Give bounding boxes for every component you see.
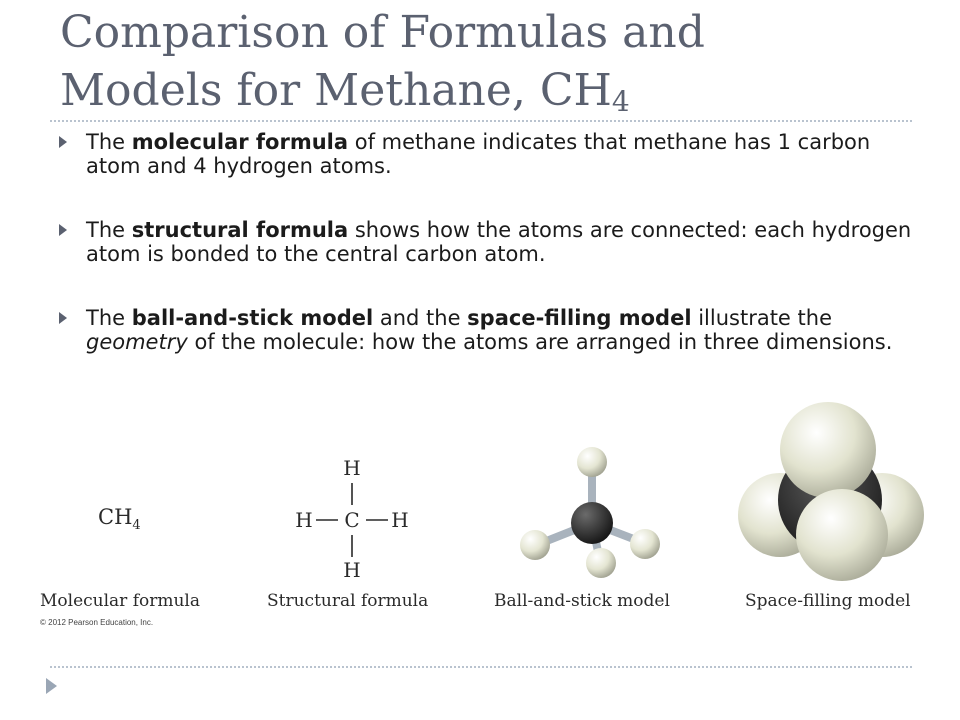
bullet-item-3 bbox=[56, 306, 916, 354]
copyright-notice: © 2012 Pearson Education, Inc. bbox=[40, 618, 154, 627]
title-line-2 bbox=[60, 62, 940, 120]
bullet-3-post: of the molecule: how the atoms are arranged in three dimensions. bbox=[187, 330, 893, 354]
bottom-divider bbox=[50, 666, 912, 668]
bullet-text-1 bbox=[86, 130, 916, 178]
carbon-ball bbox=[571, 502, 613, 544]
bullet-3-mid: and the bbox=[373, 306, 468, 330]
space-hydrogen-front bbox=[796, 489, 888, 581]
bullet-text-3 bbox=[86, 306, 916, 354]
caption-space-filling: Space-filling model bbox=[745, 591, 911, 611]
bullet-3-bold-1: ball-and-stick model bbox=[131, 306, 374, 330]
ball-and-stick-model bbox=[505, 437, 665, 587]
slide-title bbox=[60, 4, 940, 120]
space-filling-model bbox=[732, 395, 932, 590]
structural-formula-diagram bbox=[280, 455, 430, 585]
bullet-2-bold: structural formula bbox=[131, 218, 349, 242]
bullet-arrow-icon bbox=[59, 224, 67, 236]
bullet-1-pre: The bbox=[86, 130, 132, 154]
molecular-formula-text: CH bbox=[98, 505, 133, 529]
title-line-2-text: Models for Methane, CH bbox=[60, 65, 612, 116]
caption-molecular-formula: Molecular formula bbox=[40, 591, 201, 611]
bullet-item-1 bbox=[56, 130, 916, 178]
hydrogen-ball-front bbox=[586, 548, 616, 578]
molecular-formula bbox=[98, 505, 141, 533]
hydrogen-ball-top bbox=[577, 447, 607, 477]
structural-h-bottom: H bbox=[343, 558, 361, 582]
molecular-formula-subscript: 4 bbox=[132, 518, 141, 534]
bullet-3-bold-2: space-filling model bbox=[467, 306, 692, 330]
caption-structural-formula: Structural formula bbox=[267, 591, 429, 611]
space-hydrogen-top bbox=[780, 402, 876, 498]
hydrogen-ball-right bbox=[630, 529, 660, 559]
bullet-arrow-icon bbox=[59, 136, 67, 148]
bullet-list bbox=[56, 130, 916, 394]
bullet-3-mid-2: illustrate the bbox=[691, 306, 832, 330]
bullet-3-pre: The bbox=[86, 306, 132, 330]
bullet-2-pre: The bbox=[86, 218, 132, 242]
structural-carbon: C bbox=[344, 508, 360, 532]
top-divider bbox=[50, 120, 912, 122]
bullet-2-post: shows how the atoms are connected: each hydrogen atom is bonded to the central carbon atom. bbox=[86, 218, 912, 266]
bullet-1-post: of methane indicates that methane has 1 carbon atom and 4 hydrogen atoms. bbox=[86, 130, 871, 178]
structural-h-top: H bbox=[343, 456, 361, 480]
bullet-item-2 bbox=[56, 218, 916, 266]
title-subscript: 4 bbox=[611, 85, 630, 118]
structural-h-right: H bbox=[391, 508, 409, 532]
structural-h-left: H bbox=[295, 508, 313, 532]
footer-arrow-icon bbox=[46, 678, 57, 694]
bullet-1-bold: molecular formula bbox=[131, 130, 349, 154]
title-line-1: Comparison of Formulas and bbox=[60, 7, 705, 58]
bullet-text-2 bbox=[86, 218, 916, 266]
hydrogen-ball-left bbox=[520, 530, 550, 560]
bullet-arrow-icon bbox=[59, 312, 67, 324]
bullet-3-italic: geometry bbox=[86, 330, 188, 354]
methane-figure bbox=[0, 395, 960, 645]
caption-ball-and-stick: Ball-and-stick model bbox=[494, 591, 670, 611]
